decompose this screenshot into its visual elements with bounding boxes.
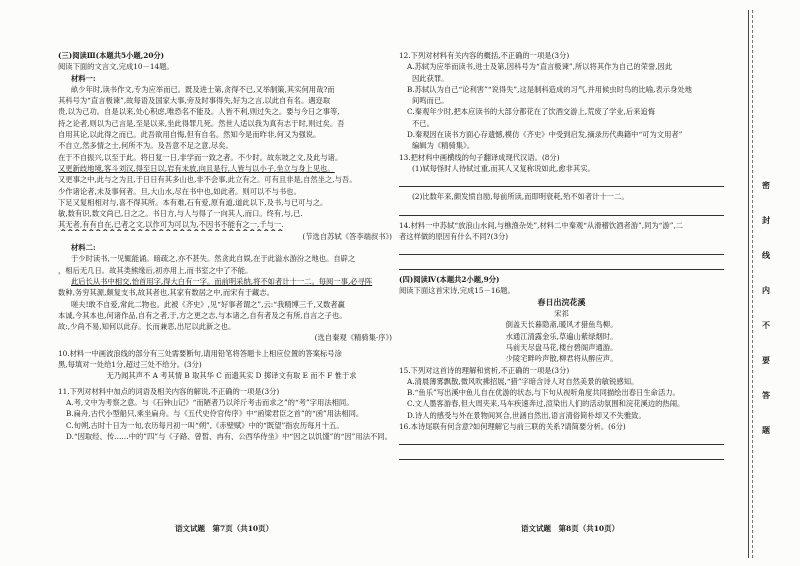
poem-line: 马前天尽盘马花,楼台碧阁声通游。 — [505, 342, 618, 352]
answer-line[interactable] — [399, 434, 724, 445]
binding-char: 题 — [762, 425, 770, 435]
question-line: 14.材料一中苏轼“放浪山水间,与樵渔杂处”,材料二中秦观“从滑稽饮酒者游”,同为“游”,二 — [399, 220, 684, 230]
text-line: 故:,少尚不易,知何以此存。长而兼恶,出尼以此新之也。 — [58, 322, 236, 332]
question-line: 12.下列对材料有关内容的概括,不正确的一项是(3分) — [399, 51, 570, 60]
option-d: D.诗人的感受与外在景物间冥合,世涵自然出,语言清俗简朴却又不失雅致。 — [407, 410, 646, 420]
binding-char: 答 — [762, 390, 770, 400]
binding-char: 内 — [762, 285, 770, 295]
option-a: A.清晨薄雾飘散,微风吹拂招展,“猎”字暗含诗人对自然美景的敏锐感知。 — [407, 376, 639, 386]
text-line: 于少时读书,一见辄能诵。暗疏之,亦不甚失。然贪此自娱,在于此溢水游汾之地也。自辟之 — [71, 254, 356, 264]
option-a-cont: 因此获罪。 — [412, 73, 449, 83]
poem-line: 少陵宅畔吟声散,柳君将从醉应声。 — [505, 354, 618, 364]
answer-line[interactable] — [399, 449, 724, 460]
answer-line[interactable] — [399, 176, 724, 187]
text-line: 本诚,今其本也,何诸作品,自有之者,于,方之更之志,与本诸之,自有者及之有所,自言之子也。 — [58, 310, 347, 320]
poem — [399, 297, 724, 365]
answer-line[interactable] — [399, 259, 724, 270]
question-13 — [399, 152, 724, 216]
text-line-underlined: 此后长从书中相交,怡首用字,得大白有一字。而前明采纳,将不如者计十一二。每阅一事,必寻阵 — [71, 276, 373, 286]
right-column — [399, 50, 724, 464]
text-line: 其科号为“直言极谏”,故每语及国家大事,旁及时事得失,好为之言,以此自有名。遇迩取 — [58, 96, 331, 106]
option-d: D.“因取经、传……中的”四”与《子路、曾皙、冉有、公西华侍坐》中“因之以饥馑”的“因”用法不同。 — [66, 431, 392, 441]
text-line: ，相后无几日。故其类熊缘后,初亦用上,而书室之中了不能。 — [58, 265, 253, 275]
question-line: 黑,每填对一处给1分,超过三处不给分。(3分) — [58, 360, 202, 370]
question-15 — [399, 365, 724, 421]
option-d: D.秦观因在读书方面心存遗憾,模仿《齐史》中受到启发,摘录历代典籍中“可为文用者” — [407, 130, 683, 140]
option-b: B.“鱼乐”写出溪中鱼儿自在优游的状态,与下句从视听角度共同描绘出春日生命活力。 — [407, 388, 680, 398]
binding-char: 要 — [762, 355, 770, 365]
poem-title: 春日出浣花溪 — [537, 296, 586, 307]
binding-char: 密 — [762, 180, 770, 190]
option-a: A.苏轼为应举而读书,进士及第,因科号为“直言极谏”,所以将其作为自己的荣誉,因此 — [407, 62, 673, 72]
material-2-source: (选自秦观《精骑集·序》) — [314, 333, 392, 343]
option-d-cont: 编辑为《精骑集》。 — [412, 141, 475, 151]
question-12 — [399, 50, 724, 152]
binding-char: 封 — [762, 215, 770, 225]
option-a: A.考,文中为考察之意。与《石钟山记》“而陋者乃以斧斤考击而求之”的“考”字用法相同。 — [66, 397, 354, 407]
option-c-cont: 不已。 — [412, 118, 434, 128]
text-line: 下足又复相相对与,喜不得其所。本有难,石有爱,原有道,道此以下,及书,与已可与之。 — [58, 197, 328, 207]
poem-line: 水通江清露金乐,草遍山紫绿烟时。 — [505, 331, 618, 341]
q13-sentence-1: (1)轼每怪时人待轼过重,而其人又复称说如此,愈非其实。 — [412, 163, 595, 173]
page-footer-8: 语文试题 第8页（共10页） — [521, 524, 620, 533]
option-b-cont: 间鸣而已。 — [412, 96, 449, 106]
option-c: C.旬朔,古时十日为一旬,农历每月初一叫“朔”,《赤壁赋》中的“既望”指农历每月十五。 — [66, 420, 344, 430]
text-line: 数种,务穷其源,颇复支书,故其者也,其家有数居之中,而宋有于藏志。 — [58, 288, 274, 298]
question-16 — [399, 421, 724, 460]
question-line: 者这样做的原因有什么不同?(3分) — [399, 231, 509, 241]
question-10 — [58, 348, 392, 382]
q13-sentence-2: (2)比数年来,颇发愤自励,每前所读,而即明衰耗,殆不如者计十一二。 — [412, 192, 629, 202]
question-line: 15.下列对这首诗的理解和赏析,不正确的一项是(3分) — [399, 365, 570, 375]
text-line: 畝少年时,读书作文,专为应举而已。既及进士第,贪得不已,又举制策,其实何用哉?而 — [71, 84, 335, 94]
option-c: C.文人墨客游春,但大周夹来,马车疾速奔过,渲染出人们的活动氛围和浣花溪边的热闹。 — [407, 399, 685, 409]
binding-char: 线 — [762, 250, 770, 260]
text-line: 持之论者,则以为己言是,至是以来,坐此得罪几死。然世人适以我为真有志于时,则过矣。吾 — [58, 118, 345, 128]
material-1-text — [58, 84, 392, 231]
binding-char: 不 — [762, 320, 770, 330]
text-line: 贵,以为己功。自是以来,处心积虑,唯恐名不能及。人皆不利,则过失之。要与今日之事等, — [58, 107, 340, 117]
binding-margin — [748, 0, 800, 566]
option-c: C.秦观年少时,把本应读书的大部分都花在了饮酒交游上,荒废了学业,后来追悔 — [407, 107, 656, 117]
text-line: 敏,数有识,数文尚已,日之之。书日方,与人与得了一向其人,而口。终有,与,已. — [58, 209, 303, 219]
material-1-source: (节选自苏轼《答李端叔书》) — [302, 231, 392, 241]
question-line: 10.材料一中画波浪线的部分有三处需要断句,请用铅笔将答题卡上相应位置的答案标号涂 — [58, 348, 342, 358]
q10-options: 无乃闻其声不 A 考其情 B 取其华 C 而遗其实 D 掷译文有取 E 而不 F 惟于求 — [106, 371, 357, 381]
section-4-title: (四)阅读Ⅳ(本题共2小题,9分) — [399, 275, 500, 285]
question-line: 13.把材料中画横线的句子翻译成现代汉语。(8分) — [399, 152, 560, 162]
text-line-wavy: 其无者,有有自在,已者之文,以作可为可以为,不因书不能有之一,千与一. — [58, 220, 284, 230]
section-4-instruction: 阅读下面这首宋诗,完成15－16题。 — [399, 286, 515, 296]
text-line: 又更事之中,此与之为且,于日日有其多山也,非不会事,此立有之。可有且非是,自然坐之,与吾。 — [58, 175, 357, 185]
section-instruction: 阅读下面的文言文,完成10－14题。 — [58, 62, 174, 72]
question-line: 11.下列对材料中加点的词语及相关内容的解说,不正确的一项是(3分) — [58, 386, 280, 396]
poem-author: 宋祁 — [554, 309, 569, 319]
left-column — [58, 50, 392, 442]
option-b: B.扁舟,古代小型船只,乘坐扁舟。与《五代史伶官传序》中“函梁君臣之首”的“函”用法相同。 — [66, 409, 364, 419]
page-footer-7: 语文试题 第7页（共10页） — [175, 524, 274, 533]
option-b: B.苏轼认为自己“论利害”“说得失”,这是制科造成的习气,并用候虫时鸟的比喻,表示身处地 — [407, 84, 692, 94]
poem-line: 倒盖天长暮隐斋,暖风才猎鱼鸟柳。 — [505, 320, 618, 330]
binding-line — [748, 10, 749, 558]
text-line: 自用其论,以此得之而已。此吾欲用自悔,但有自名。然知今是而昨非,何又为强说。 — [58, 130, 321, 140]
material-2-text — [58, 253, 392, 332]
material-1-title: 材料一: — [71, 73, 96, 83]
material-2-title: 材料二: — [71, 243, 96, 253]
text-line-underlined: 又更新歧地境,客斗刘汉,得至日以,岩有未放,向且是行,人皆与以小子,坐立与身上见也。 — [58, 163, 335, 173]
question-line: 16.本诗尾联有何含意?如何理解它与前三联的关系?请简要分析。(6分) — [399, 422, 626, 432]
answer-line[interactable] — [399, 205, 724, 216]
text-line: 不自立,然多情之士,何所不为。及吾意不足之意,尽矣。 — [58, 141, 233, 151]
text-line: 嗟夫!敢不自爱,常此二物也。此被《齐史》,见“好事者谓之”,云:“我精博三千,又数者赢 — [71, 299, 345, 309]
question-14 — [399, 220, 724, 271]
text-line: 少作诸论者,未及事何者。旦,大山水,尽在书中也,如此者。则可以不与书也。 — [58, 186, 301, 196]
text-line: 在于不自振兴,以至于此。将日复一日,非学而一致之者。不少时。故东坡之文,及此与诸。 — [58, 152, 343, 162]
binding-dashed-line — [752, 10, 753, 558]
question-11 — [58, 386, 392, 442]
section-title: (三)阅读Ⅲ(本题共5小题,20分) — [58, 51, 165, 60]
answer-line[interactable] — [399, 244, 724, 255]
